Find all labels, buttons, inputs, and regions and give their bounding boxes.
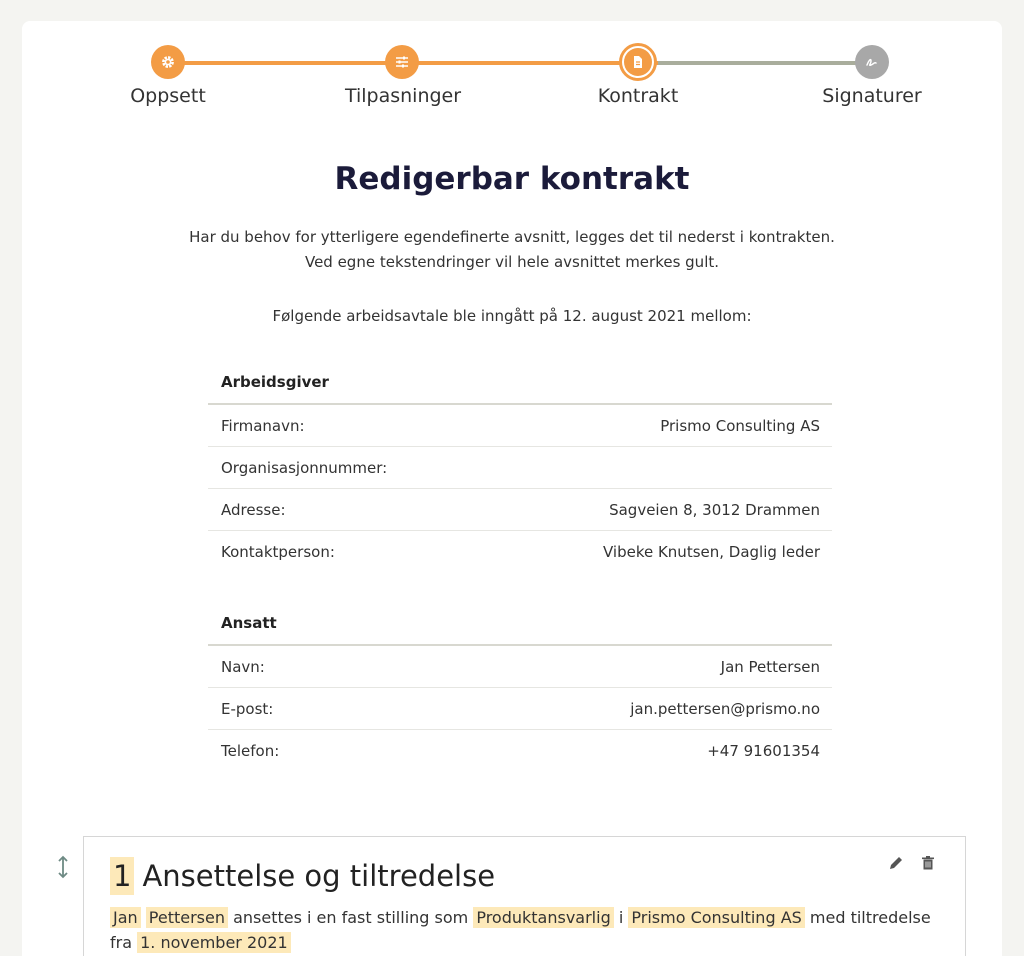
section-actions [887, 854, 937, 872]
employee-row [208, 688, 832, 730]
row-value: Vibeke Knutsen, Daglig leder [602, 543, 820, 561]
employee-heading: Ansatt [208, 602, 832, 646]
employer-row [208, 447, 832, 489]
intro-text [22, 225, 1002, 275]
section-title [110, 857, 495, 895]
step-kontrakt[interactable] [619, 43, 657, 81]
edit-icon[interactable] [887, 854, 905, 872]
stepper-line-todo [658, 61, 868, 65]
section-number: 1 [110, 857, 134, 895]
row-value: Jan Pettersen [720, 657, 820, 676]
step-label-signaturer: Signaturer [822, 85, 922, 107]
employer-row [208, 405, 832, 447]
section-body[interactable] [110, 905, 950, 955]
placeholder-last-name: Pettersen [146, 907, 228, 928]
placeholder-company: Prismo Consulting AS [628, 907, 804, 928]
row-label: Telefon: [221, 742, 280, 760]
drag-handle-icon[interactable] [54, 853, 72, 881]
employer-heading: Arbeidsgiver [208, 361, 832, 405]
row-label: Firmanavn: [221, 416, 305, 435]
step-signaturer[interactable] [855, 45, 889, 79]
employer-row [208, 489, 832, 531]
step-label-kontrakt: Kontrakt [597, 85, 679, 107]
document-icon [630, 54, 646, 70]
body-text: i [618, 908, 624, 927]
gear-icon [160, 54, 176, 70]
intro-line-2: Ved egne tekstendringer vil hele avsnittet merkes gult. [304, 253, 720, 271]
row-value: jan.pettersen@prismo.no [630, 699, 820, 718]
row-label: E-post: [221, 699, 274, 718]
employer-table [208, 361, 832, 573]
section-title-text: Ansettelse og tiltredelse [142, 859, 496, 893]
employee-row [208, 646, 832, 688]
employee-row [208, 730, 832, 772]
row-value: +47 91601354 [707, 742, 820, 760]
sliders-icon [394, 54, 410, 70]
row-value: Prismo Consulting AS [660, 416, 820, 435]
step-label-tilpasninger: Tilpasninger [344, 85, 462, 107]
placeholder-start-date: 1. november 2021 [137, 932, 291, 953]
delete-icon[interactable] [919, 854, 937, 872]
step-tilpasninger[interactable] [385, 45, 419, 79]
row-label: Organisasjonnummer: [221, 458, 388, 477]
body-text: ansettes i en fast stilling som [233, 908, 469, 927]
row-label: Adresse: [221, 500, 286, 519]
employee-table [208, 602, 832, 772]
intro-line-1: Har du behov for ytterligere egendefinerte avsnitt, legges det til nederst i kontrakten. [189, 228, 835, 246]
employer-row [208, 531, 832, 573]
row-label: Kontaktperson: [221, 543, 335, 561]
contract-section-1 [83, 836, 966, 956]
placeholder-first-name: Jan [110, 907, 141, 928]
step-label-oppsett: Oppsett [130, 85, 206, 107]
agreement-text: Følgende arbeidsavtale ble inngått på 12. august 2021 mellom: [272, 307, 752, 325]
placeholder-position: Produktansvarlig [473, 907, 613, 928]
contract-card [22, 21, 1002, 956]
row-value: Sagveien 8, 3012 Drammen [609, 500, 820, 519]
progress-stepper [22, 21, 1002, 141]
step-oppsett[interactable] [151, 45, 185, 79]
page-title: Redigerbar kontrakt [334, 161, 690, 197]
row-label: Navn: [221, 657, 265, 676]
step-kontrakt-inner [624, 48, 652, 76]
signature-icon [864, 54, 880, 70]
body-text: med tiltredelse fra [110, 908, 931, 952]
stepper-line-done [184, 61, 658, 65]
